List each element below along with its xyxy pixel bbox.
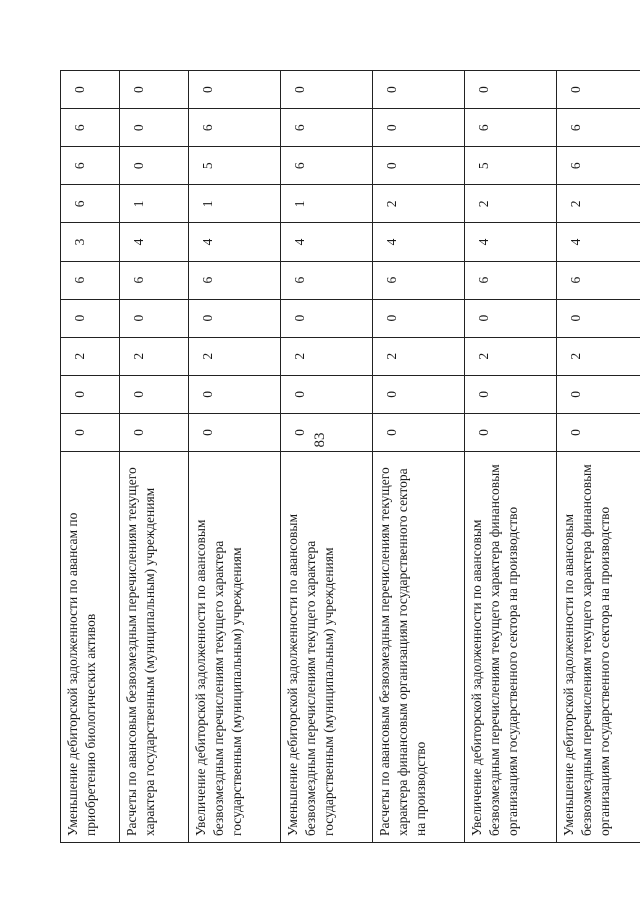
table-row [373, 71, 465, 843]
table-body [61, 71, 640, 843]
code-digit-cell: 6 [189, 261, 281, 299]
code-digit-cell: 0 [281, 71, 373, 109]
code-digit-cell: 4 [373, 223, 465, 261]
code-digit-cell: 2 [120, 337, 189, 375]
code-digit-cell: 0 [120, 109, 189, 147]
code-digit-cell: 0 [120, 299, 189, 337]
code-digit-cell: 4 [189, 223, 281, 261]
code-digit-cell: 6 [61, 147, 120, 185]
code-digit-cell: 2 [465, 185, 557, 223]
code-digit-cell: 0 [281, 375, 373, 413]
code-digit-cell: 5 [465, 147, 557, 185]
code-digit-cell: 6 [373, 261, 465, 299]
code-digit-cell: 0 [189, 299, 281, 337]
code-digit-cell: 6 [281, 109, 373, 147]
code-digit-cell: 0 [557, 413, 640, 451]
code-digit-cell: 2 [61, 337, 120, 375]
table-row [281, 71, 373, 843]
code-digit-cell: 6 [61, 109, 120, 147]
code-digit-cell: 0 [189, 71, 281, 109]
code-digit-cell: 6 [120, 261, 189, 299]
code-digit-cell: 2 [281, 337, 373, 375]
row-label: Уменьшение дебиторской задолженности по авансам по приобретению биологических активов [61, 452, 120, 843]
code-digit-cell: 0 [61, 413, 120, 451]
code-digit-cell: 0 [120, 71, 189, 109]
code-digit-cell: 0 [373, 109, 465, 147]
code-digit-cell: 6 [61, 261, 120, 299]
code-digit-cell: 0 [465, 299, 557, 337]
code-digit-cell: 3 [61, 223, 120, 261]
row-label: Уменьшение дебиторской задолженности по авансовым безвозмездным перечислениям текущего характера финансовым организациям государственного сектора на производство [557, 452, 640, 843]
code-digit-cell: 0 [465, 413, 557, 451]
code-digit-cell: 4 [557, 223, 640, 261]
code-digit-cell: 0 [189, 413, 281, 451]
row-label: Расчеты по авансовым безвозмездным перечислениям текущего характера государственным (муниципальным) учреждениям [120, 452, 189, 843]
code-digit-cell: 1 [120, 185, 189, 223]
code-digit-cell: 6 [465, 109, 557, 147]
account-codes-table [60, 70, 640, 843]
row-label: Уменьшение дебиторской задолженности по авансовым безвозмездным перечислениям текущего характера государственным (муниципальным) учреждениям [281, 452, 373, 843]
row-label: Увеличение дебиторской задолженности по авансовым безвозмездным перечислениям текущего характера государственным (муниципальным) учреждениям [189, 452, 281, 843]
code-digit-cell: 2 [557, 337, 640, 375]
code-digit-cell: 4 [120, 223, 189, 261]
table-row [120, 71, 189, 843]
code-digit-cell: 1 [189, 185, 281, 223]
code-digit-cell: 6 [557, 147, 640, 185]
code-digit-cell: 0 [373, 413, 465, 451]
code-digit-cell: 6 [61, 185, 120, 223]
code-digit-cell: 0 [120, 375, 189, 413]
table-region [60, 70, 612, 843]
code-digit-cell: 1 [281, 185, 373, 223]
code-digit-cell: 0 [61, 71, 120, 109]
table-row [465, 71, 557, 843]
code-digit-cell: 0 [373, 375, 465, 413]
code-digit-cell: 6 [557, 109, 640, 147]
code-digit-cell: 5 [189, 147, 281, 185]
code-digit-cell: 0 [465, 375, 557, 413]
code-digit-cell: 2 [557, 185, 640, 223]
code-digit-cell: 0 [189, 375, 281, 413]
code-digit-cell: 2 [373, 185, 465, 223]
code-digit-cell: 6 [281, 147, 373, 185]
code-digit-cell: 0 [373, 71, 465, 109]
table-row [189, 71, 281, 843]
code-digit-cell: 0 [557, 299, 640, 337]
table-row [557, 71, 640, 843]
code-digit-cell: 0 [373, 299, 465, 337]
code-digit-cell: 0 [120, 147, 189, 185]
code-digit-cell: 0 [120, 413, 189, 451]
code-digit-cell: 6 [465, 261, 557, 299]
code-digit-cell: 0 [373, 147, 465, 185]
code-digit-cell: 0 [281, 413, 373, 451]
code-digit-cell: 0 [61, 299, 120, 337]
code-digit-cell: 4 [465, 223, 557, 261]
table-row [61, 71, 120, 843]
code-digit-cell: 0 [465, 71, 557, 109]
code-digit-cell: 6 [189, 109, 281, 147]
row-label: Увеличение дебиторской задолженности по авансовым безвозмездным перечислениям текущего характера финансовым организациям государственного сектора на производство [465, 452, 557, 843]
code-digit-cell: 2 [189, 337, 281, 375]
code-digit-cell: 6 [281, 261, 373, 299]
code-digit-cell: 0 [557, 375, 640, 413]
row-label: Расчеты по авансовым безвозмездным перечислениям текущего характера финансовым организациям государственного сектора на производство [373, 452, 465, 843]
code-digit-cell: 2 [465, 337, 557, 375]
page-number: 83 [312, 432, 328, 448]
code-digit-cell: 0 [61, 375, 120, 413]
code-digit-cell: 0 [557, 71, 640, 109]
code-digit-cell: 0 [281, 299, 373, 337]
code-digit-cell: 4 [281, 223, 373, 261]
code-digit-cell: 6 [557, 261, 640, 299]
code-digit-cell: 2 [373, 337, 465, 375]
